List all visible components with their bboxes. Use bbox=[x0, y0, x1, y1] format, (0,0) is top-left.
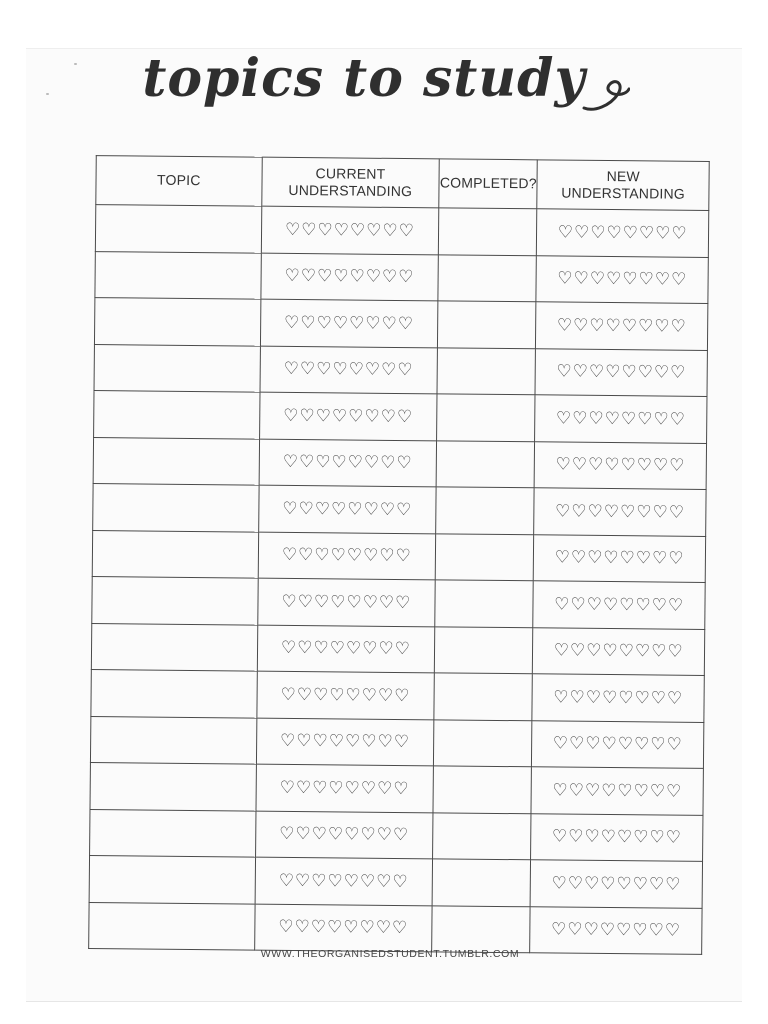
topic-cell[interactable] bbox=[90, 763, 256, 811]
heart-rating-icons[interactable]: ♡♡♡♡♡♡♡♡ bbox=[282, 498, 413, 520]
table-row bbox=[93, 437, 706, 489]
page-title bbox=[142, 50, 625, 107]
topic-cell[interactable] bbox=[95, 251, 261, 299]
topic-cell[interactable] bbox=[92, 530, 258, 578]
table-row bbox=[90, 809, 703, 861]
heart-rating-icons[interactable]: ♡♡♡♡♡♡♡♡ bbox=[553, 640, 684, 662]
heart-rating-icons[interactable]: ♡♡♡♡♡♡♡♡ bbox=[554, 594, 685, 616]
heart-rating-icons[interactable]: ♡♡♡♡♡♡♡♡ bbox=[278, 870, 409, 892]
heart-rating-icons[interactable]: ♡♡♡♡♡♡♡♡ bbox=[284, 312, 415, 334]
completed-cell[interactable] bbox=[432, 905, 531, 952]
table-row bbox=[89, 856, 702, 908]
current-understanding-cell[interactable] bbox=[255, 811, 433, 859]
new-understanding-cell[interactable] bbox=[534, 441, 706, 489]
table-row bbox=[92, 530, 705, 582]
heart-rating-icons[interactable]: ♡♡♡♡♡♡♡♡ bbox=[281, 545, 412, 567]
current-understanding-cell[interactable] bbox=[256, 718, 434, 766]
heart-rating-icons[interactable]: ♡♡♡♡♡♡♡♡ bbox=[552, 733, 683, 755]
completed-cell[interactable] bbox=[434, 673, 533, 720]
heart-rating-icons[interactable]: ♡♡♡♡♡♡♡♡ bbox=[284, 219, 416, 241]
heart-rating-icons[interactable]: ♡♡♡♡♡♡♡♡ bbox=[557, 268, 688, 291]
new-understanding-cell[interactable] bbox=[533, 627, 705, 675]
heart-rating-icons[interactable]: ♡♡♡♡♡♡♡♡ bbox=[556, 315, 687, 337]
current-understanding-cell[interactable] bbox=[260, 253, 438, 301]
header-current-line2: UNDERSTANDING bbox=[288, 181, 413, 200]
current-understanding-cell[interactable] bbox=[259, 439, 437, 487]
completed-cell[interactable] bbox=[432, 859, 531, 906]
heart-rating-icons[interactable]: ♡♡♡♡♡♡♡♡ bbox=[554, 547, 685, 569]
topic-cell[interactable] bbox=[93, 484, 259, 532]
heart-rating-icons[interactable]: ♡♡♡♡♡♡♡♡ bbox=[281, 591, 412, 613]
study-table bbox=[88, 155, 710, 955]
header-new-understanding bbox=[537, 160, 709, 211]
current-understanding-cell[interactable] bbox=[260, 346, 438, 394]
new-understanding-cell[interactable] bbox=[530, 860, 702, 908]
study-table-wrapper bbox=[88, 155, 709, 945]
topic-cell[interactable] bbox=[90, 716, 256, 764]
table-row bbox=[91, 623, 704, 675]
current-understanding-cell[interactable] bbox=[257, 578, 435, 626]
current-understanding-cell[interactable] bbox=[261, 206, 439, 254]
current-understanding-cell[interactable] bbox=[260, 299, 438, 347]
title-flourish bbox=[580, 78, 630, 118]
heart-rating-icons[interactable]: ♡♡♡♡♡♡♡♡ bbox=[552, 780, 683, 802]
completed-cell[interactable] bbox=[439, 208, 538, 255]
topic-cell[interactable] bbox=[90, 809, 256, 857]
completed-cell[interactable] bbox=[435, 580, 534, 627]
current-understanding-cell[interactable] bbox=[259, 392, 437, 440]
table-row bbox=[93, 484, 706, 536]
new-understanding-cell[interactable] bbox=[531, 767, 703, 815]
new-understanding-cell[interactable] bbox=[534, 488, 706, 536]
topic-cell[interactable] bbox=[94, 344, 260, 392]
new-understanding-cell[interactable] bbox=[535, 395, 707, 443]
new-understanding-cell[interactable] bbox=[534, 534, 706, 582]
topic-cell[interactable] bbox=[95, 205, 261, 253]
current-understanding-cell[interactable] bbox=[257, 625, 435, 673]
footer-url: WWW.THEORGANISEDSTUDENT.TUMBLR.COM bbox=[260, 948, 520, 960]
heart-rating-icons[interactable]: ♡♡♡♡♡♡♡♡ bbox=[557, 222, 688, 244]
completed-cell[interactable] bbox=[438, 254, 537, 301]
topic-cell[interactable] bbox=[89, 902, 255, 950]
header-completed-label: COMPLETED? bbox=[439, 174, 537, 192]
current-understanding-cell[interactable] bbox=[258, 485, 436, 533]
new-understanding-cell[interactable] bbox=[532, 674, 704, 722]
heart-rating-icons[interactable]: ♡♡♡♡♡♡♡♡ bbox=[284, 266, 415, 288]
new-understanding-cell[interactable] bbox=[536, 255, 708, 303]
heart-rating-icons[interactable]: ♡♡♡♡♡♡♡♡ bbox=[551, 826, 682, 848]
heart-rating-icons[interactable]: ♡♡♡♡♡♡♡♡ bbox=[279, 731, 411, 753]
completed-cell[interactable] bbox=[434, 719, 533, 766]
current-understanding-cell[interactable] bbox=[255, 764, 433, 812]
topic-cell[interactable] bbox=[91, 670, 257, 718]
heart-rating-icons[interactable]: ♡♡♡♡♡♡♡♡ bbox=[555, 408, 686, 430]
topic-cell[interactable] bbox=[91, 623, 257, 671]
table-row bbox=[89, 902, 702, 954]
heart-rating-icons[interactable]: ♡♡♡♡♡♡♡♡ bbox=[553, 687, 684, 709]
new-understanding-cell[interactable] bbox=[531, 813, 703, 861]
current-understanding-cell[interactable] bbox=[258, 532, 436, 580]
new-understanding-cell[interactable] bbox=[537, 209, 709, 257]
heart-rating-icons[interactable]: ♡♡♡♡♡♡♡♡ bbox=[556, 361, 687, 383]
heart-rating-icons[interactable]: ♡♡♡♡♡♡♡♡ bbox=[280, 638, 411, 660]
table-row bbox=[94, 391, 707, 443]
header-current-line1: CURRENT bbox=[315, 164, 386, 182]
current-understanding-cell[interactable] bbox=[255, 857, 433, 905]
header-new-line2: UNDERSTANDING bbox=[561, 184, 686, 202]
current-understanding-cell[interactable] bbox=[254, 904, 432, 952]
topic-cell[interactable] bbox=[89, 856, 255, 904]
new-understanding-cell[interactable] bbox=[535, 348, 707, 396]
table-row bbox=[94, 298, 707, 350]
completed-cell[interactable] bbox=[437, 394, 536, 441]
header-topic-label: TOPIC bbox=[156, 171, 201, 189]
table-header-row bbox=[96, 156, 709, 211]
header-topic bbox=[96, 156, 262, 207]
header-new-line1: NEW bbox=[606, 167, 640, 184]
new-understanding-cell[interactable] bbox=[533, 581, 705, 629]
completed-cell[interactable] bbox=[433, 812, 532, 859]
completed-cell[interactable] bbox=[436, 440, 535, 487]
completed-cell[interactable] bbox=[435, 533, 534, 580]
heart-rating-icons[interactable]: ♡♡♡♡♡♡♡♡ bbox=[280, 684, 411, 706]
completed-cell[interactable] bbox=[435, 626, 534, 673]
table-row bbox=[94, 344, 707, 396]
table-row bbox=[92, 577, 705, 629]
table-row bbox=[95, 205, 708, 257]
table-body bbox=[89, 205, 709, 955]
page-title-text: topics to study bbox=[142, 48, 586, 109]
new-understanding-cell[interactable] bbox=[532, 720, 704, 768]
heart-rating-icons[interactable]: ♡♡♡♡♡♡♡♡ bbox=[283, 359, 414, 381]
heart-rating-icons[interactable]: ♡♡♡♡♡♡♡♡ bbox=[550, 919, 682, 941]
heart-rating-icons[interactable]: ♡♡♡♡♡♡♡♡ bbox=[283, 405, 414, 427]
heart-rating-icons[interactable]: ♡♡♡♡♡♡♡♡ bbox=[555, 454, 686, 476]
table-row bbox=[90, 716, 703, 768]
header-completed bbox=[439, 159, 538, 209]
table-row bbox=[95, 251, 708, 303]
table-row bbox=[91, 670, 704, 722]
heart-rating-icons[interactable]: ♡♡♡♡♡♡♡♡ bbox=[278, 917, 409, 939]
heart-rating-icons[interactable]: ♡♡♡♡♡♡♡♡ bbox=[279, 777, 410, 799]
completed-cell[interactable] bbox=[437, 347, 536, 394]
new-understanding-cell[interactable] bbox=[536, 302, 708, 350]
heart-rating-icons[interactable]: ♡♡♡♡♡♡♡♡ bbox=[282, 452, 413, 474]
current-understanding-cell[interactable] bbox=[256, 671, 434, 719]
title-area bbox=[0, 50, 768, 107]
completed-cell[interactable] bbox=[433, 766, 532, 813]
topic-cell[interactable] bbox=[92, 577, 258, 625]
heart-rating-icons[interactable]: ♡♡♡♡♡♡♡♡ bbox=[554, 501, 686, 523]
topic-cell[interactable] bbox=[94, 391, 260, 439]
table-row bbox=[90, 763, 703, 815]
completed-cell[interactable] bbox=[438, 301, 537, 348]
heart-rating-icons[interactable]: ♡♡♡♡♡♡♡♡ bbox=[551, 873, 682, 895]
topic-cell[interactable] bbox=[94, 298, 260, 346]
topic-cell[interactable] bbox=[93, 437, 259, 485]
completed-cell[interactable] bbox=[436, 487, 535, 534]
header-current-understanding bbox=[261, 157, 439, 208]
heart-rating-icons[interactable]: ♡♡♡♡♡♡♡♡ bbox=[279, 824, 410, 846]
